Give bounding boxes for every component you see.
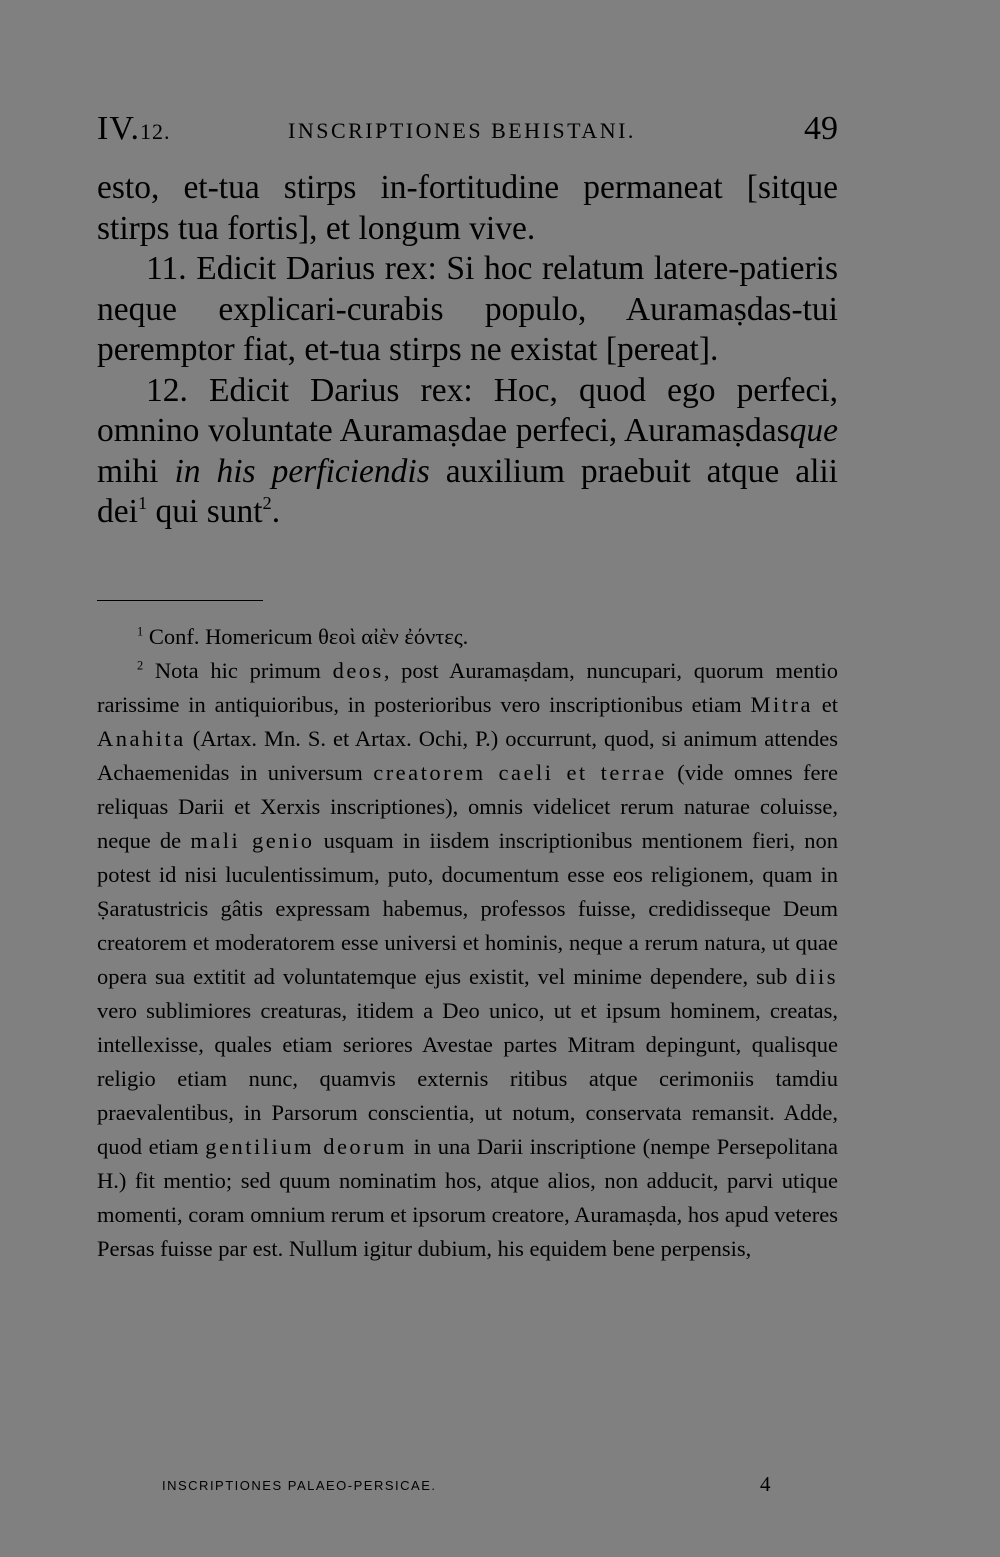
signature-line: INSCRIPTIONES PALAEO-PERSICAE. xyxy=(162,1478,437,1493)
footnote-rule xyxy=(97,600,263,601)
running-head xyxy=(97,108,838,152)
main-text xyxy=(97,168,838,533)
signature-number: 4 xyxy=(760,1472,771,1496)
running-title: INSCRIPTIONES BEHISTANI. xyxy=(288,118,636,143)
footnote-1: $^1$ Conf. Homericum θεοὶ αἰὲν ἐόντες. xyxy=(137,624,469,649)
footnote-ref-1: 1 xyxy=(137,493,148,514)
page-number: 49 xyxy=(804,110,838,147)
paragraph-continuation: esto, et-tua stirps in-fortitudine permaneat [sitque stirps tua fortis], et longum vive. xyxy=(97,169,838,247)
footnote-2: $^2$ Nota hic primum deos, post Auramaṣdam, nuncupari, quorum mentio rarissime in antiquioribus, in posterioribus vero inscriptionibus etiam Mitra et Anahita (Artax. Mn. S. et Artax. Ochi, P.) occurrunt, quod, si animum attendes Achaemenidas in universum creatorem caeli et terrae (vide omnes fere reliquas Darii et Xerxis inscriptiones), omnis videlicet rerum naturae coluisse, neque de mali genio usquam in iisdem inscriptionibus mentionem fieri, non potest id nisi luculentissimum, puto, documentum esse eos religionem, quam in Ṣaratustricis gâtis expressam habemus, professos fuisse, credidisseque Deum creatorem et moderatorem esse universi et hominis, neque a rerum natura, ut quae opera sua extitit ad voluntatemque ejus existit, vel minime dependere, sub diis vero sublimiores creaturas, itidem a Deo unico, ut et ipsum hominem, creatas, intellexisse, quales etiam seriores Avestae partes Mitram depingunt, qualisque religio etiam nunc, quamvis externis ritibus atque cerimoniis tamdiu praevalentibus, in Parsorum conscientia, ut notum, conservata remansit. Adde, quod etiam gentilium deorum in una Darii inscriptione (nempe Persepolitana H.) fit mentio; sed quum nominatim hos, atque alios, non adducit, parvi utique momenti, coram omnium rerum et ipsorum creatore, Auramaṣda, hos apud veteres Persas fuisse par est. Nullum igitur dubium, his equidem bene perpensis, xyxy=(97,658,838,1261)
footnote-ref-2: 2 xyxy=(262,493,272,514)
section-number: IV.12. xyxy=(97,110,171,147)
footnotes xyxy=(97,620,838,1266)
paragraph-11: 11. Edicit Darius rex: Si hoc relatum latere-patieris neque explicari-curabis populo, Auramaṣdas-tui peremptor fiat, et-tua stirps ne existat [pereat]. xyxy=(97,250,838,368)
paragraph-12: 12. Edicit Darius rex: Hoc, quod ego perfeci, omnino voluntate Auramaṣdae perfeci, Auramaṣdasque mihi in his perficiendis auxilium praebuit atque alii dei$^1$ qui sunt$^2$. xyxy=(97,371,838,530)
